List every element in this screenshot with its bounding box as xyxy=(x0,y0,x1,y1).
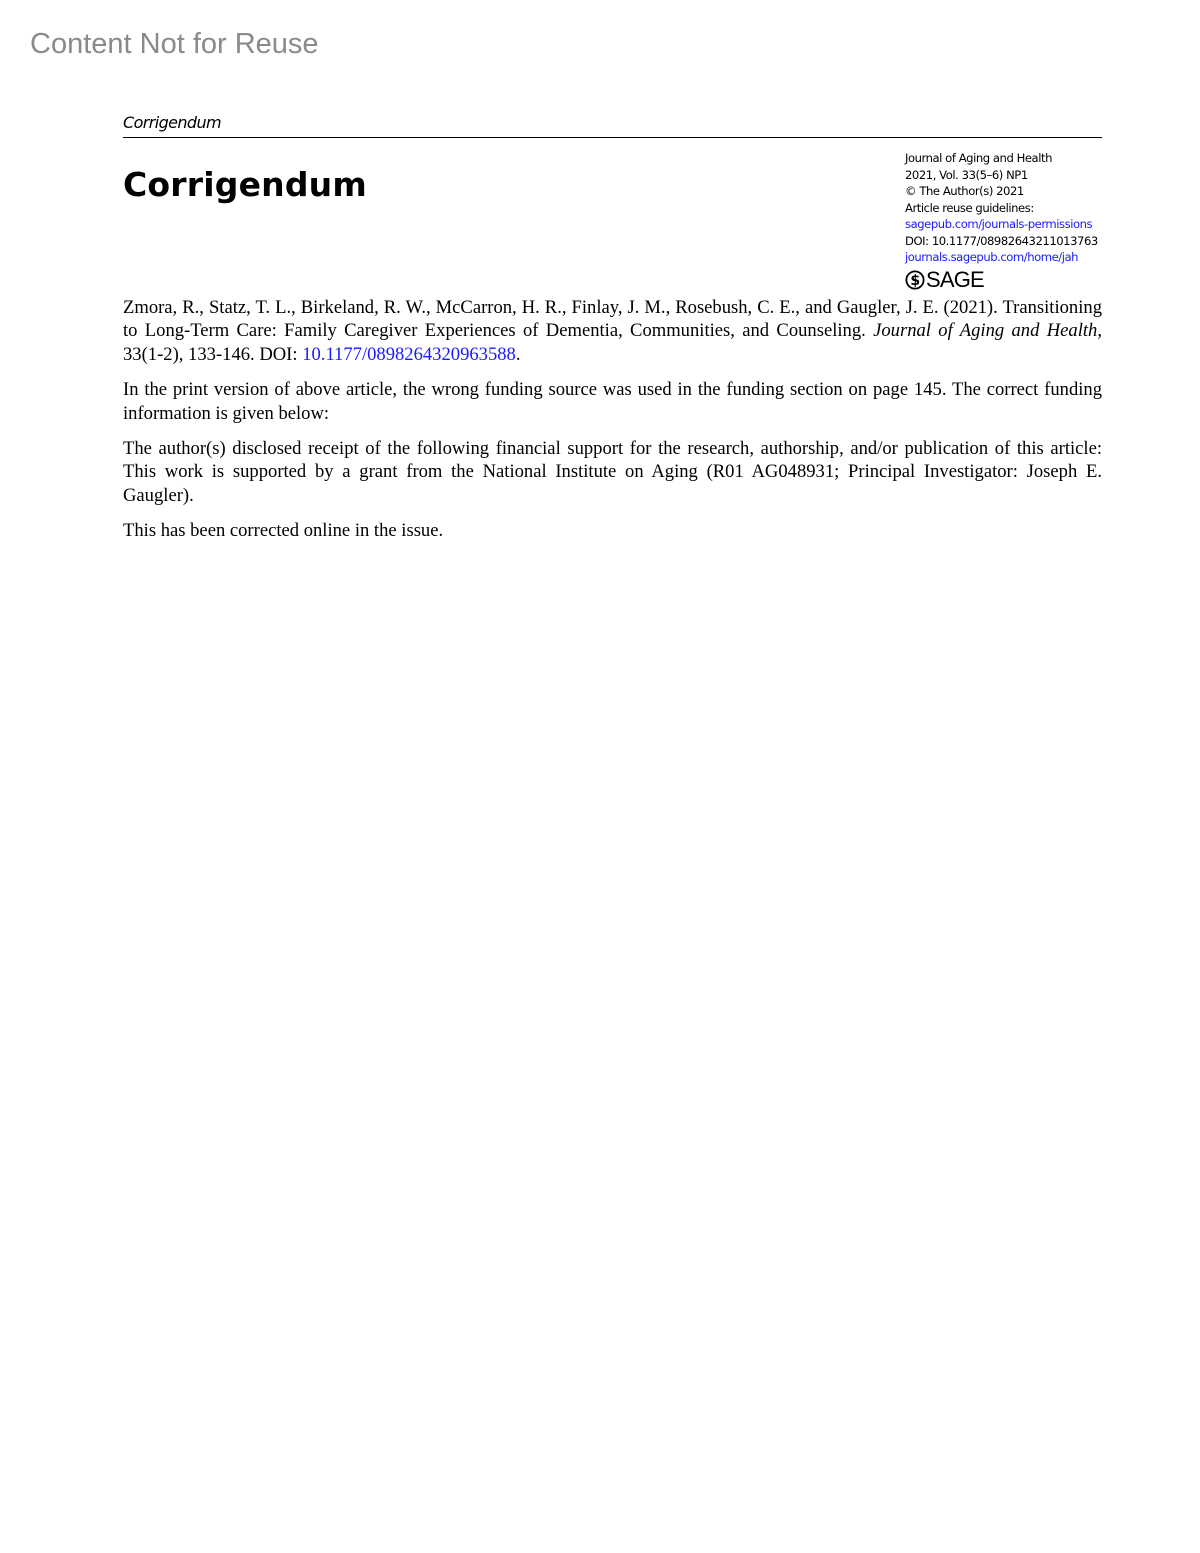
funding-paragraph: The author(s) disclosed receipt of the following financial support for the research, authorship, and/or publication of this article: This work is supported by a grant from the National Institute on Aging (R01 AG048931; Principal Investigator: Joseph E. Gaugler). xyxy=(123,438,1102,506)
reuse-label: Article reuse guidelines: xyxy=(905,200,1034,215)
citation-doi-link[interactable]: 10.1177/0898264320963588 xyxy=(302,343,516,365)
article-header xyxy=(123,138,1102,296)
article-body xyxy=(123,296,1102,543)
svg-text:$: $ xyxy=(910,272,920,289)
citation-paragraph xyxy=(123,296,1102,366)
running-head: Corrigendum xyxy=(123,112,1102,138)
journal-metadata xyxy=(905,150,1098,292)
closing-paragraph: This has been corrected online in the issue. xyxy=(123,520,444,542)
citation-details: , 33(1-2), 133-146. DOI: xyxy=(123,320,1102,365)
correction-paragraph: In the print version of above article, the wrong funding source was used in the funding section on page 145. The correct funding information is given below: xyxy=(123,379,1102,424)
article-page xyxy=(123,112,1102,555)
citation-end: . xyxy=(515,343,521,365)
journal-volume: 2021, Vol. 33(5–6) NP1 xyxy=(905,167,1028,182)
page-title: Corrigendum xyxy=(123,165,367,204)
citation-authors-title: Zmora, R., Statz, T. L., Birkeland, R. W., McCarron, H. R., Finlay, J. M., Rosebush, C. E., and Gaugler, J. E. (2021). Transitioning to Long-Term Care: Family Caregiver Experiences of Dementia, Communities, and Counseling. xyxy=(123,297,1102,342)
sage-s-circle-icon xyxy=(905,270,925,290)
copyright-notice: © The Author(s) 2021 xyxy=(905,184,1024,198)
citation-journal: Journal of Aging and Health xyxy=(873,320,1098,342)
article-doi: DOI: 10.1177/08982643211013763 xyxy=(905,233,1098,248)
reuse-link[interactable]: sagepub.com/journals-permissions xyxy=(905,217,1093,231)
watermark: Content Not for Reuse xyxy=(30,28,319,60)
journal-name: Journal of Aging and Health xyxy=(905,151,1052,165)
sage-logo-text: SAGE xyxy=(926,266,984,292)
journal-home-link[interactable]: journals.sagepub.com/home/jah xyxy=(905,250,1079,264)
sage-logo xyxy=(905,268,1098,292)
